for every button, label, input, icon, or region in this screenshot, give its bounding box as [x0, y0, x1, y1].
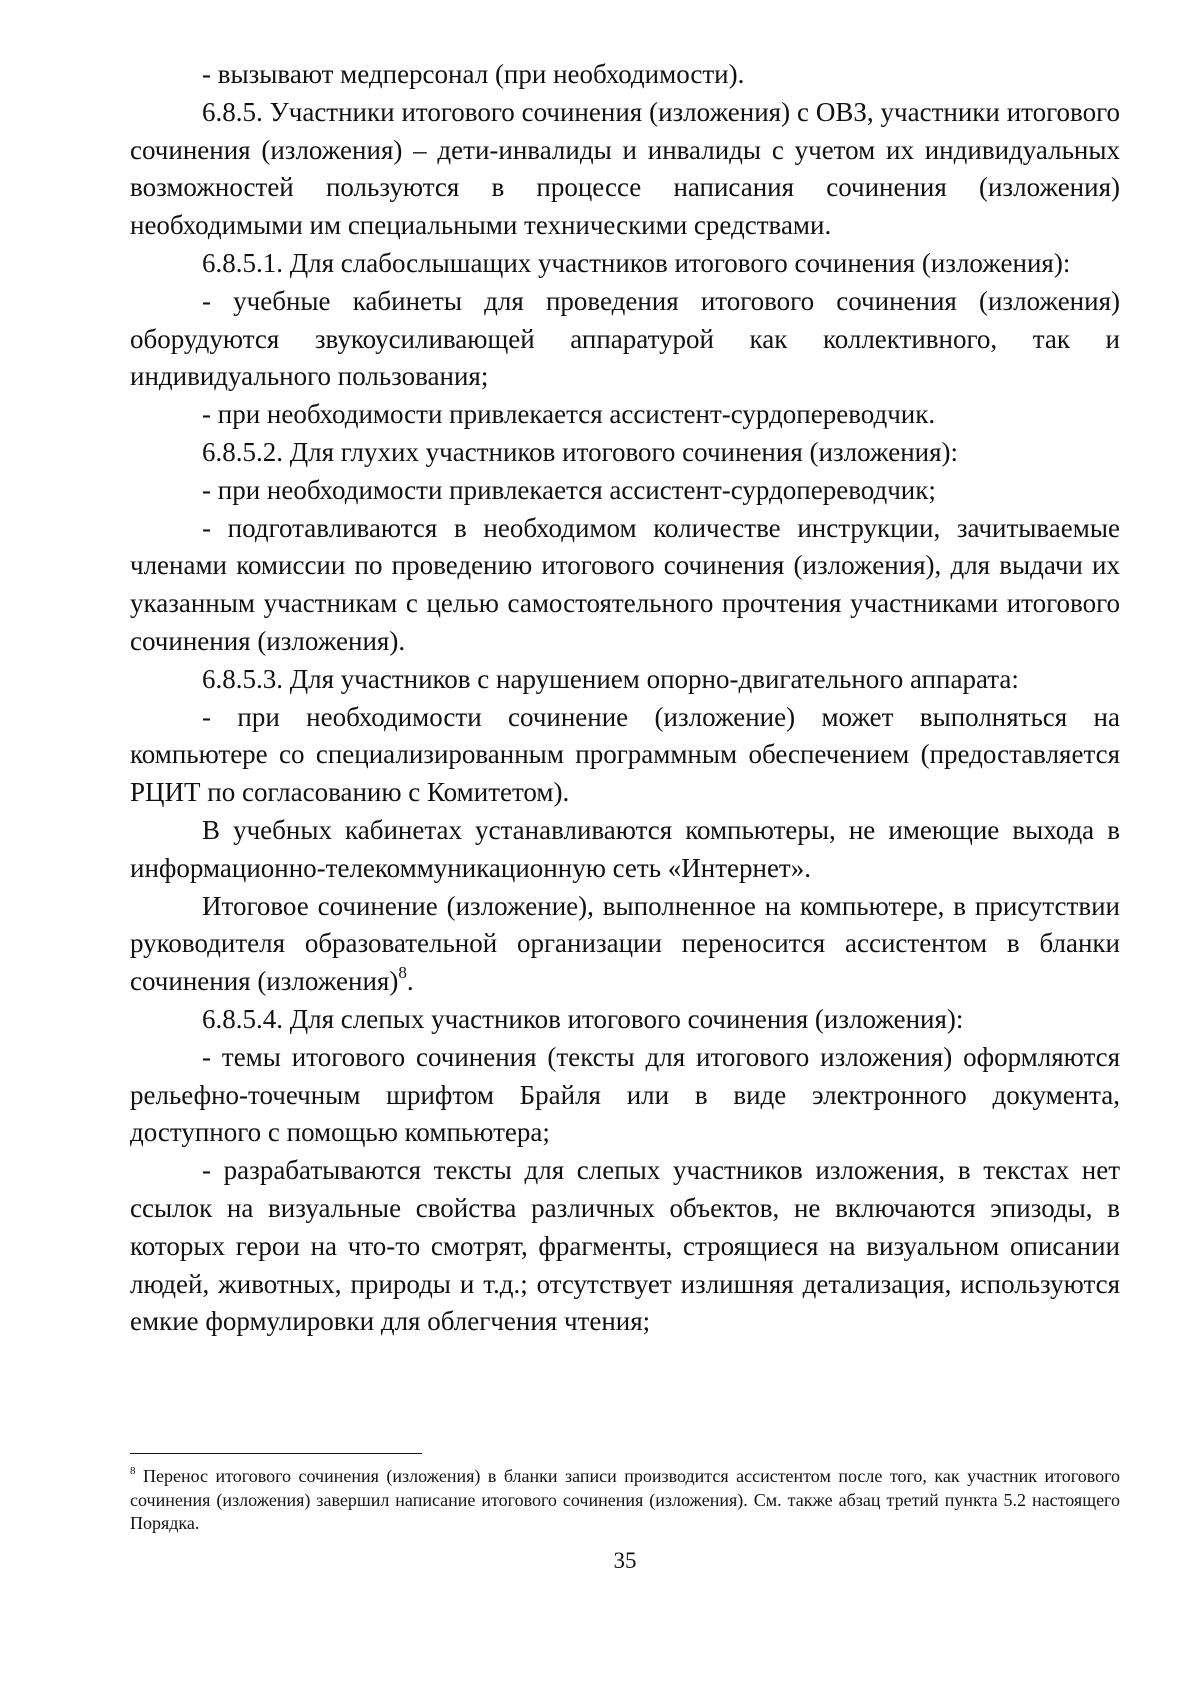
paragraph-6-8-5: 6.8.5. Участники итогового сочинения (изложения) с ОВЗ, участники итогового сочинения (изложения) – дети-инвалиды и инвалиды с учетом их индивидуальных возможностей пользуются в процессе написания сочинения (изложения) необходимыми им специальными техническими средствами. — [130, 96, 1120, 241]
paragraph-call-medical-staff: - вызывают медперсонал (при необходимости). — [202, 59, 745, 89]
paragraph-6-8-5-4: 6.8.5.4. Для слепых участников итогового сочинения (изложения): — [202, 1003, 964, 1034]
footnote-reference: 8 — [398, 963, 407, 983]
paragraph-transfer-text: Итоговое сочинение (изложение), выполненное на компьютере, в присутствии руководителя образовательной организации переносится ассистентом в бланки сочинения (изложения) — [130, 890, 1120, 997]
paragraph-instructions: - подготавливаются в необходимом количестве инструкции, зачитываемые членами комиссии по проведению итогового сочинения (изложения), для выдачи их указанным участникам с целью самостоятельного прочтения участниками итогового сочинения (изложения). — [130, 512, 1120, 656]
paragraph-computer-use: - при необходимости сочинение (изложение) может выполняться на компьютере со специализированным программным обеспечением (предоставляется РЦИТ по согласованию с Комитетом). — [130, 701, 1120, 808]
paragraph-sound-equipment: - учебные кабинеты для проведения итогового сочинения (изложения) оборудуются звукоусиливающей аппаратурой как коллективного, так и индивидуального пользования; — [130, 285, 1120, 392]
footnote — [130, 1465, 1120, 1536]
footnote-text: Перенос итогового сочинения (изложения) в бланки записи производится ассистентом после того, как участник итогового сочинения (изложения) завершил написание итогового сочинения (изложения). См. также абзац третий пункта 5.2 настоящего Порядка. — [130, 1466, 1120, 1533]
paragraph-transfer-to-forms — [130, 888, 1120, 1001]
paragraph-sign-interpreter-2: - при необходимости привлекается ассистент-сурдопереводчик; — [202, 474, 936, 505]
page-number: 35 — [613, 1548, 637, 1573]
paragraph-no-internet: В учебных кабинетах устанавливаются компьютеры, не имеющие выхода в информационно-телекоммуникационную сеть «Интернет». — [130, 814, 1120, 883]
footnote-marker: 8 — [130, 1465, 136, 1477]
paragraph-6-8-5-3: 6.8.5.3. Для участников с нарушением опорно-двигательного аппарата: — [202, 663, 1019, 694]
footnote-divider — [130, 1453, 422, 1454]
paragraph-transfer-tail: . — [406, 966, 414, 997]
paragraph-texts-for-blind: - разрабатываются тексты для слепых участников изложения, в текстах нет ссылок на визуальные свойства различных объектов, не включаются эпизоды, в которых герои на что-то смотрят, фрагменты, строящиеся на визуальном описании людей, животных, природы и т.д.; отсутствует излишняя детализация, используются емкие формулировки для облегчения чтения; — [130, 1155, 1120, 1337]
paragraph-6-8-5-2: 6.8.5.2. Для глухих участников итогового сочинения (изложения): — [202, 436, 958, 467]
paragraph-sign-interpreter-1: - при необходимости привлекается ассистент-сурдопереводчик. — [202, 399, 936, 430]
paragraph-braille: - темы итогового сочинения (тексты для итогового изложения) оформляются рельефно-точечным шрифтом Брайля или в виде электронного документа, доступного с помощью компьютера; — [130, 1041, 1120, 1148]
paragraph-6-8-5-1: 6.8.5.1. Для слабослышащих участников итогового сочинения (изложения): — [202, 247, 1071, 278]
document-body — [130, 56, 1120, 1341]
